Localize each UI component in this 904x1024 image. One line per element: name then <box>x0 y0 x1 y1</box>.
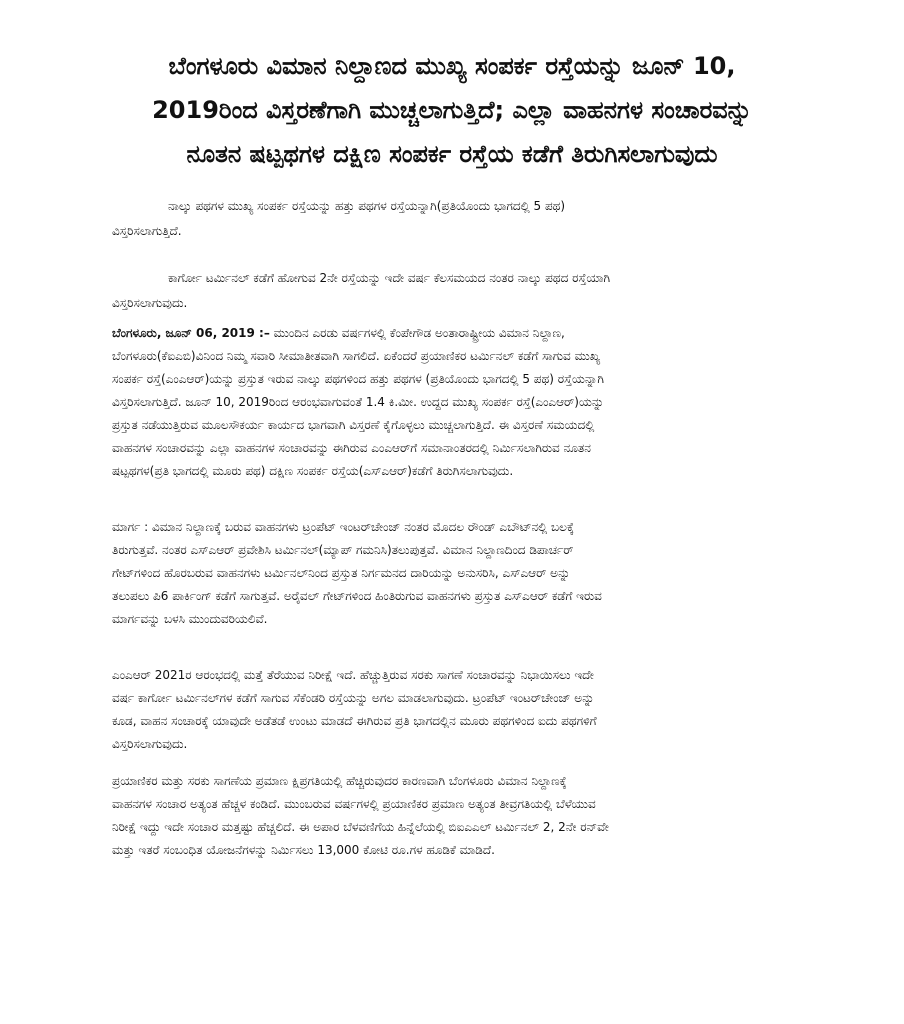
paragraph-line <box>112 322 820 345</box>
title-line: ನೂತನ ಷಟ್ಪಥಗಳ ದಕ್ಷಿಣ ಸಂಪರ್ಕ ರಸ್ತೆಯ ಕಡೆಗೆ ತಿರುಗಿಸಲಾಗುವುದು <box>186 140 718 168</box>
paragraph-line: ವಿಸ್ತರಿಸಲಾಗುತ್ತಿದೆ. ಜೂನ್ 10, 2019ರಿಂದ ಆರಂಭವಾಗುವಂತೆ 1.4 ಕಿ.ಮೀ. ಉದ್ದದ ಮುಖ್ಯ ಸಂಪರ್ಕ ರಸ್ತೆ(ಎಂಎಆರ್)ಯನ್ನು <box>112 395 604 409</box>
body-paragraph-4 <box>112 770 820 862</box>
paragraph-line: ವಾಹನಗಳ ಸಂಚಾರವನ್ನು ಎಲ್ಲಾ ವಾಹನಗಳ ಸಂಚಾರವನ್ನು ಈಗಿರುವ ಎಂಎಆರ್‌ಗೆ ಸಮಾನಾಂತರದಲ್ಲಿ ನಿರ್ಮಿಸಲಾಗಿರುವ ನೂತನ <box>112 441 591 455</box>
paragraph-line: ತಿರುಗುತ್ತವೆ. ನಂತರ ಎಸ್‌ಎಆರ್ ಪ್ರವೇಶಿಸಿ ಟರ್ಮಿನಲ್(ಮ್ಯಾಪ್ ಗಮನಿಸಿ)ತಲುಪುತ್ತವೆ. ವಿಮಾನ ನಿಲ್ದಾಣದಿಂದ ಡಿಪಾರ್ಚರ್ <box>112 543 574 557</box>
dateline: ಬೆಂಗಳೂರು, ಜೂನ್ 06, 2019 :– <box>112 326 270 340</box>
paragraph-line: ಸಂಪರ್ಕ ರಸ್ತೆ(ಎಂಎಆರ್)ಯನ್ನು ಪ್ರಸ್ತುತ ಇರುವ ನಾಲ್ಕು ಪಥಗಳಿಂದ ಹತ್ತು ಪಥಗಳ (ಪ್ರತಿಯೊಂದು ಭಾಗದಲ್ಲಿ 5 ಪಥ) ರಸ್ತೆಯನ್ನಾಗಿ <box>112 372 604 386</box>
paragraph-line: ವಿಸ್ತರಿಸಲಾಗುವುದು. <box>112 737 188 751</box>
paragraph-line: ವಾಹನಗಳ ಸಂಚಾರ ಅತ್ಯಂತ ಹೆಚ್ಚಳ ಕಂಡಿದೆ. ಮುಂಬರುವ ವರ್ಷಗಳಲ್ಲಿ ಪ್ರಯಾಣಿಕರ ಪ್ರಮಾಣ ಅತ್ಯಂತ ತೀವ್ರಗತಿಯಲ್ಲಿ ಬೆಳೆಯುವ <box>112 797 596 811</box>
paragraph-line: ಪ್ರಸ್ತುತ ನಡೆಯುತ್ತಿರುವ ಮೂಲಸೌಕರ್ಯ ಕಾರ್ಯದ ಭಾಗವಾಗಿ ವಿಸ್ತರಣೆ ಕೈಗೊಳ್ಳಲು ಮುಚ್ಚಲಾಗುತ್ತಿದೆ. ಈ ವಿಸ್ತರಣೆ ಸಮಯದಲ್ಲಿ <box>112 418 595 432</box>
highlight-line: ವಿಸ್ತರಿಸಲಾಗುತ್ತಿದೆ. <box>112 224 182 238</box>
title-line: ಬೆಂಗಳೂರು ವಿಮಾನ ನಿಲ್ದಾಣದ ಮುಖ್ಯ ಸಂಪರ್ಕ ರಸ್ತೆಯನ್ನು ಜೂನ್ 10, <box>168 52 736 80</box>
paragraph-line: ಎಂಎಆರ್ 2021ರ ಆರಂಭದಲ್ಲಿ ಮತ್ತೆ ತೆರೆಯುವ ನಿರೀಕ್ಷೆ ಇದೆ. ಹೆಚ್ಚುತ್ತಿರುವ ಸರಕು ಸಾಗಣೆ ಸಂಚಾರವನ್ನು ನಿಭಾಯಿಸಲು ಇದೇ <box>112 668 594 682</box>
document-title <box>80 44 824 176</box>
paragraph-line: ಬೆಂಗಳೂರು(ಕೆಐಎಬಿ)ವಿನಿಂದ ನಿಮ್ಮ ಸವಾರಿ ಸೀಮಾತೀತವಾಗಿ ಸಾಗಲಿದೆ. ಏಕೆಂದರೆ ಪ್ರಯಾಣಿಕರ ಟರ್ಮಿನಲ್ ಕಡೆಗೆ ಸಾಗುವ ಮುಖ್ಯ <box>112 349 601 363</box>
body-paragraph-3 <box>112 664 820 756</box>
highlight-line: ವಿಸ್ತರಿಸಲಾಗುವುದು. <box>112 296 188 310</box>
body-paragraph-1 <box>112 322 820 483</box>
highlight-line: ಕಾರ್ಗೋ ಟರ್ಮಿನಲ್ ಕಡೆಗೆ ಹೋಗುವ 2ನೇ ರಸ್ತೆಯನ್ನು ಇದೇ ವರ್ಷ ಕೆಲಸಮಯದ ನಂತರ ನಾಲ್ಕು ಪಥದ ರಸ್ತೆಯಾಗಿ <box>168 271 611 285</box>
paragraph-line: ಪ್ರಯಾಣಿಕರ ಮತ್ತು ಸರಕು ಸಾಗಣೆಯ ಪ್ರಮಾಣ ಕ್ಷಿಪ್ರಗತಿಯಲ್ಲಿ ಹೆಚ್ಚಿರುವುದರ ಕಾರಣವಾಗಿ ಬೆಂಗಳೂರು ವಿಮಾನ ನಿಲ್ದಾಣಕ್ಕೆ <box>112 774 567 788</box>
highlight-point-2 <box>112 266 814 316</box>
paragraph-line: ವರ್ಷ ಕಾರ್ಗೋ ಟರ್ಮಿನಲ್‌ಗಳ ಕಡೆಗೆ ಸಾಗುವ ಸೆಕೆಂಡರಿ ರಸ್ತೆಯನ್ನು ಅಗಲ ಮಾಡಲಾಗುವುದು. ಟ್ರಂಪೆಟ್ ಇಂಟರ್‌ಚೇಂಜ್ ಅನ್ನು <box>112 691 595 705</box>
title-line: 2019ರಿಂದ ವಿಸ್ತರಣೆಗಾಗಿ ಮುಚ್ಚಲಾಗುತ್ತಿದೆ; ಎಲ್ಲಾ ವಾಹನಗಳ ಸಂಚಾರವನ್ನು <box>152 96 752 124</box>
paragraph-line: ಕೂಡ, ವಾಹನ ಸಂಚಾರಕ್ಕೆ ಯಾವುದೇ ಅಡೆತಡೆ ಉಂಟು ಮಾಡದೆ ಈಗಿರುವ ಪ್ರತಿ ಭಾಗದಲ್ಲಿನ ಮೂರು ಪಥಗಳಿಂದ ಐದು ಪಥಗಳಿಗೆ <box>112 714 597 728</box>
paragraph-line: ಗೇಟ್‌ಗಳಿಂದ ಹೊರಬರುವ ವಾಹನಗಳು ಟರ್ಮಿನಲ್‌ನಿಂದ ಪ್ರಸ್ತುತ ನಿರ್ಗಮನದ ದಾರಿಯನ್ನು ಅನುಸರಿಸಿ, ಎಸ್‌ಎಆರ್ ಅನ್ನು <box>112 566 571 580</box>
paragraph-text: ಮುಂದಿನ ಎರಡು ವರ್ಷಗಳಲ್ಲಿ ಕೆಂಪೇಗೌಡ ಅಂತಾರಾಷ್ಟ್ರೀಯ ವಿಮಾನ ನಿಲ್ದಾಣ, <box>273 326 565 340</box>
paragraph-line: ನಿರೀಕ್ಷೆ ಇದ್ದು ಇದೇ ಸಂಚಾರ ಮತ್ತಷ್ಟು ಹೆಚ್ಚಲಿದೆ. ಈ ಅಪಾರ ಬೆಳವಣಿಗೆಯ ಹಿನ್ನೆಲೆಯಲ್ಲಿ ಬಿಐಎಎಲ್ ಟರ್ಮಿನಲ್ 2, 2ನೇ ರನ್‌ವೇ <box>112 820 609 834</box>
paragraph-line: ಷಟ್ಪಥಗಳ(ಪ್ರತಿ ಭಾಗದಲ್ಲಿ ಮೂರು ಪಥ) ದಕ್ಷಿಣ ಸಂಪರ್ಕ ರಸ್ತೆಯ(ಎಸ್‌ಎಆರ್)ಕಡೆಗೆ ತಿರುಗಿಸಲಾಗುವುದು. <box>112 464 514 478</box>
paragraph-line: ಮಾರ್ಗ : ವಿಮಾನ ನಿಲ್ದಾಣಕ್ಕೆ ಬರುವ ವಾಹನಗಳು ಟ್ರಂಪೆಟ್ ಇಂಟರ್‌ಚೇಂಜ್ ನಂತರ ಮೊದಲ ರೌಂಡ್ ಎಬೌಟ್‌ನಲ್ಲಿ ಬಲಕ್ಕೆ <box>112 520 574 534</box>
paragraph-line: ಮತ್ತು ಇತರೆ ಸಂಬಂಧಿತ ಯೋಜನೆಗಳನ್ನು ನಿರ್ಮಿಸಲು 13,000 ಕೋಟಿ ರೂ.ಗಳ ಹೂಡಿಕೆ ಮಾಡಿದೆ. <box>112 843 495 857</box>
highlight-point-1 <box>112 194 814 244</box>
paragraph-line: ಮಾರ್ಗವನ್ನು ಬಳಸಿ ಮುಂದುವರಿಯಲಿವೆ. <box>112 612 268 626</box>
paragraph-line: ತಲುಪಲು ಪಿ6 ಪಾರ್ಕಿಂಗ್ ಕಡೆಗೆ ಸಾಗುತ್ತವೆ. ಅರೈವಲ್ ಗೇಟ್‌ಗಳಿಂದ ಹಿಂತಿರುಗುವ ವಾಹನಗಳು ಪ್ರಸ್ತುತ ಎಸ್‌ಎಆರ್ ಕಡೆಗೆ ಇರುವ <box>112 589 602 603</box>
highlight-line: ನಾಲ್ಕು ಪಥಗಳ ಮುಖ್ಯ ಸಂಪರ್ಕ ರಸ್ತೆಯನ್ನು ಹತ್ತು ಪಥಗಳ ರಸ್ತೆಯನ್ನಾಗಿ(ಪ್ರತಿಯೊಂದು ಭಾಗದಲ್ಲಿ 5 ಪಥ) <box>168 199 566 213</box>
body-paragraph-2 <box>112 516 820 631</box>
